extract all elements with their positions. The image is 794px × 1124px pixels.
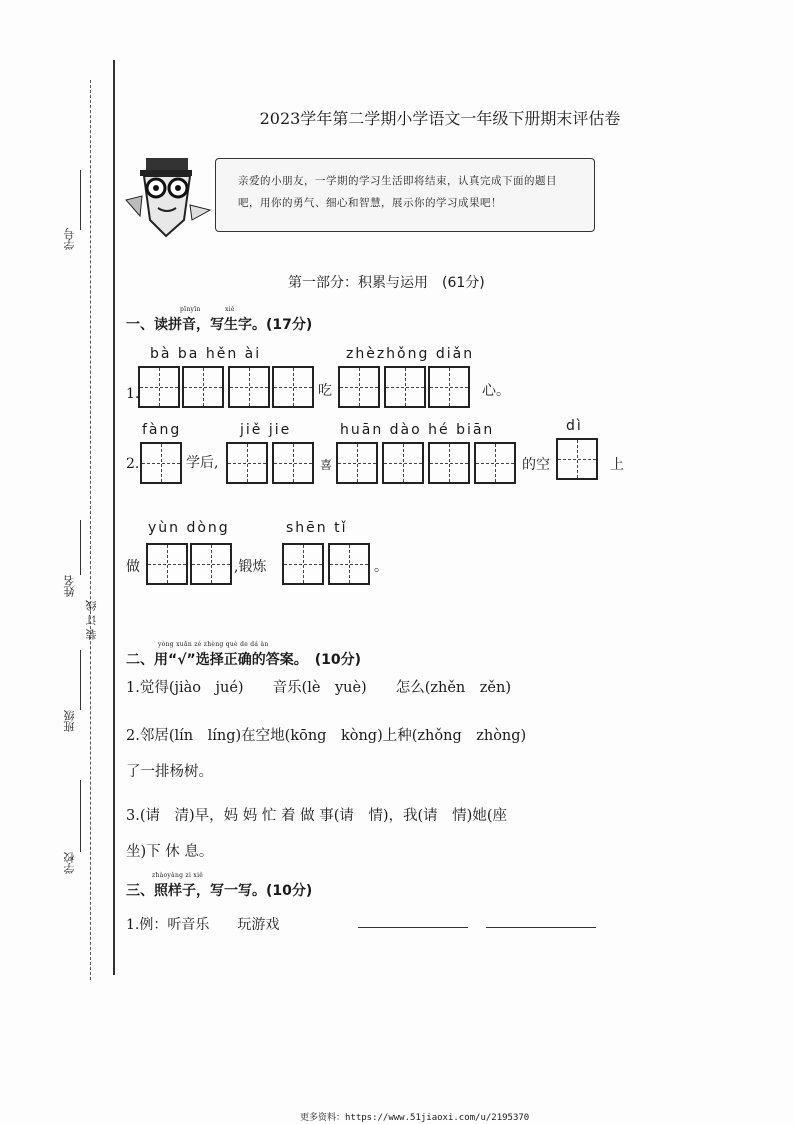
class-field[interactable] <box>80 650 81 710</box>
q1-writing-box[interactable] <box>428 366 470 408</box>
school-field[interactable] <box>80 780 81 852</box>
q2-text-4: 上 <box>610 457 624 473</box>
binding-label: 装 订 线 <box>85 600 98 640</box>
class-label: 班级 <box>63 710 76 732</box>
q3-writing-box[interactable] <box>146 543 188 585</box>
section2-title: 二、用“√”选择正确的答案。 (10分) <box>126 652 362 668</box>
q1-writing-box[interactable] <box>338 366 380 408</box>
q3-pinyin-1: yùn dòng <box>148 520 230 536</box>
intro-text: 亲爱的小朋友，一学期的学习生活即将结束，认真完成下面的题目吧，用你的勇气、细心和智慧，展示你的学习成果吧！ <box>238 175 557 209</box>
q2-writing-box[interactable] <box>382 442 424 484</box>
q2-writing-box[interactable] <box>140 442 182 484</box>
section2-pinyin: yòng xuǎn zé zhèng què de dá àn <box>158 641 269 648</box>
q3-text-2: ,锻炼 <box>234 559 267 575</box>
binding-border-line <box>113 60 115 975</box>
q1-writing-box[interactable] <box>384 366 426 408</box>
page-title: 2023学年第二学期小学语文一年级下册期末评估卷 <box>259 109 621 128</box>
q2-writing-box[interactable] <box>474 442 516 484</box>
q1-writing-box[interactable] <box>228 366 270 408</box>
q2-text-1: 学后, <box>186 455 219 471</box>
answer-blank-2[interactable] <box>486 927 596 928</box>
q2-text-2: 喜 <box>320 458 333 472</box>
q1-writing-box[interactable] <box>182 366 224 408</box>
q1-number: 1. <box>126 386 140 402</box>
q2-pinyin-1: fàng <box>142 422 182 438</box>
answer-blank-1[interactable] <box>358 927 468 928</box>
q3-text-1: 做 <box>126 559 140 575</box>
pencil-mascot-icon <box>118 150 213 240</box>
section3-title: 三、照样子，写一写。(10分) <box>126 883 313 899</box>
section2-line-4: 3.(请 清)早，妈 妈 忙 着 做 事(请 情)，我(请 情)她(座 <box>126 808 507 824</box>
q3-writing-box[interactable] <box>282 543 324 585</box>
section2-line-1: 1.觉得(jiào jué) 音乐(lè yuè) 怎么(zhěn zěn) <box>126 680 511 696</box>
student-id-label: 学号 <box>63 228 76 250</box>
q2-writing-box[interactable] <box>336 442 378 484</box>
q2-writing-box[interactable] <box>226 442 268 484</box>
q1-text-xin: 心。 <box>482 383 510 399</box>
section2-line-5: 坐)下 休 息。 <box>126 844 214 860</box>
q3-writing-box[interactable] <box>328 543 370 585</box>
q2-writing-box[interactable] <box>428 442 470 484</box>
section1-title: 一、读拼音，写生字。(17分) <box>126 317 313 333</box>
q3-text-3: 。 <box>374 559 388 575</box>
q2-pinyin-4: dì <box>566 418 583 434</box>
q2-writing-box[interactable] <box>556 438 598 480</box>
name-label: 姓名 <box>63 575 76 597</box>
section3-pinyin: zhàoyàng zi xiě <box>152 872 204 879</box>
q2-pinyin-3: huān dào hé biān <box>340 422 495 438</box>
q1-text-chi: 吃 <box>318 383 332 399</box>
section1-pinyin-xie: xiě <box>225 306 235 313</box>
q1-writing-box[interactable] <box>138 366 180 408</box>
school-label: 学校 <box>63 852 76 874</box>
section2-line-3: 了一排杨树。 <box>126 764 213 780</box>
q2-writing-box[interactable] <box>272 442 314 484</box>
section2-line-2: 2.邻居(lín líng)在空地(kōng kòng)上种(zhǒng zhòng) <box>126 728 527 744</box>
student-id-field[interactable] <box>80 170 81 230</box>
section3-example: 1.例：听音乐 玩游戏 <box>126 917 280 933</box>
name-field[interactable] <box>80 520 81 575</box>
q2-text-3: 的空 <box>522 457 550 473</box>
section1-pinyin-du: pīnyīn <box>180 306 201 313</box>
q1-pinyin-1: bà ba hěn ài <box>150 346 262 362</box>
footer-source-text: 更多资料：https://www.51jiaoxi.com/u/2195370 <box>300 1113 530 1123</box>
q1-writing-box[interactable] <box>272 366 314 408</box>
q3-writing-box[interactable] <box>190 543 232 585</box>
q2-pinyin-2: jiě jie <box>240 422 292 438</box>
part-one-heading: 第一部分：积累与运用 (61分) <box>288 275 485 291</box>
q2-number: 2. <box>126 456 140 472</box>
q3-pinyin-2: shēn tǐ <box>286 520 348 536</box>
q1-pinyin-2: zhèzhǒng diǎn <box>346 346 475 362</box>
binding-dashed-line <box>90 80 91 980</box>
